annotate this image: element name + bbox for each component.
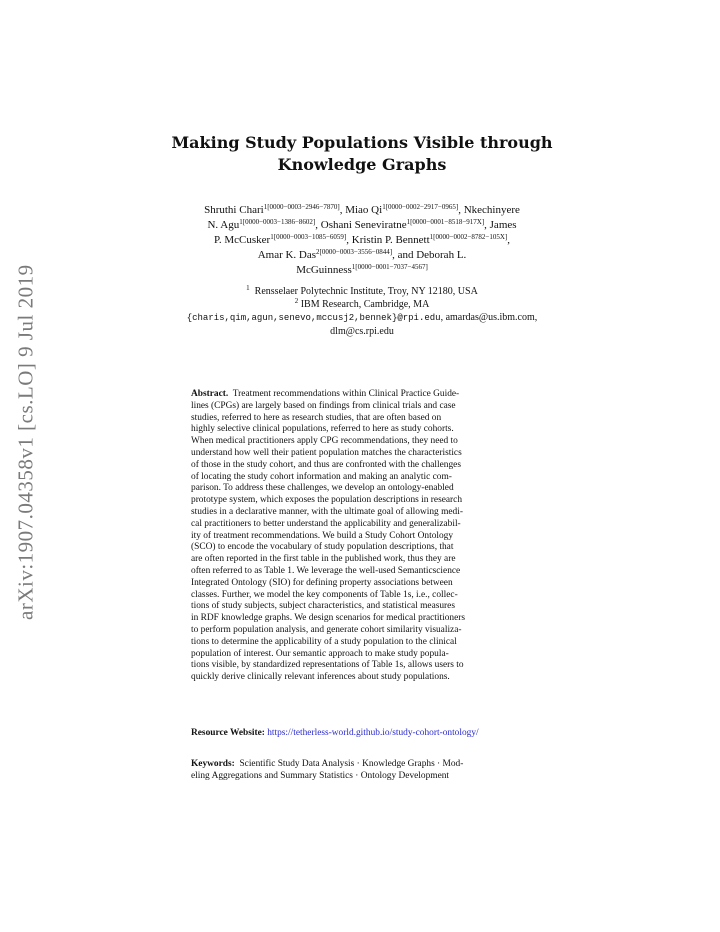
orcid-id: 1[0000−0002−8782−105X] (429, 233, 508, 241)
keywords (191, 758, 536, 782)
abstract-line: in RDF knowledge graphs. We design scenarios for medical practitioners (191, 613, 466, 624)
orcid-id: 1[0000−0003−1386−8602] (239, 218, 316, 226)
author-line-4: Amar K. Das$^{2[0000-0003-3556-0844]}$, and Deborah L. (257, 248, 467, 261)
abstract-line: When medical practitioners apply CPG recommendations, they need to (191, 436, 458, 447)
orcid-id: 1[0000−0002−2917−0965] (382, 203, 459, 211)
author-line-1: Shruthi Chari$^{1[0000-0003-2946-7870]}$, Miao $Qi^{1[0000-0002-2917-0965]}$, Nkechinyere (204, 203, 520, 216)
affiliation-1 (150, 285, 574, 298)
paper-title (150, 132, 574, 176)
institution-name: Rensselaer Polytechnic Institute, Troy, NY 12180, USA (254, 286, 478, 297)
affiliation-2 (150, 298, 574, 311)
author-name: Shruthi Chari (204, 204, 264, 216)
orcid-id: 1[0000−0003−2946−7870] (263, 203, 340, 211)
institution-name: IBM Research, Cambridge, MA (300, 299, 430, 310)
keywords-label: Keywords: (191, 759, 235, 769)
abstract-line: studies, referred to here as research studies, that are often based on (191, 412, 442, 423)
affiliations (150, 285, 574, 338)
title-line-2: Knowledge Graphs (277, 155, 447, 174)
author-name: and Deborah L. (397, 249, 467, 261)
abstract-line: studies in a declarative manner, with the ultimate goal of allowing medi- (191, 506, 463, 517)
email-addresses-rest: , amardas@us.ibm.com, (440, 312, 538, 323)
email-line-1 (150, 311, 574, 325)
orcid-id: 1[0000−0001−7037−4567] (351, 263, 428, 271)
orcid-id: 1[0000−0001−8518−917X] (406, 218, 485, 226)
abstract-line: parison. To address these challenges, we develop an ontology-enabled (191, 483, 454, 494)
abstract-line: tions to determine the applicability of a study population to the clinical (191, 636, 457, 647)
abstract-line: quickly derive clinically relevant inferences about study populations. (191, 672, 450, 683)
abstract-line: population of interest. Our semantic approach to make study popula- (191, 648, 449, 659)
author-line-2: N. Agu$^{1[0000-0003-1386-8602]}$, Oshani Seneviratne$^{1[0000-0001-8518-917X]}$, James (207, 218, 517, 231)
affiliation-marker: 1 (246, 284, 250, 292)
author-line-3: P. McCusker$^{1[0000-0003-1085-6059]}$, Kristin P. Bennett$^{1[0000-0002-8782-105X]}$, (214, 233, 510, 246)
abstract-line: (SCO) to encode the vocabulary of study population descriptions, that (191, 542, 454, 553)
abstract-line: lines (CPGs) are largely based on findings from clinical trials and case (191, 400, 456, 411)
keywords-text: Scientific Study Data Analysis · Knowledge Graphs · Mod- (239, 759, 464, 769)
author-name: Kristin P. Bennett (351, 234, 430, 246)
abstract (191, 389, 531, 684)
abstract-line: prototype system, which exposes the population descriptions in research (191, 495, 463, 506)
abstract-line: to perform population analysis, and generate cohort similarity visualiza- (191, 624, 462, 635)
abstract-line: ity of treatment recommendations. We build a Study Cohort Ontology (191, 530, 454, 541)
resource-website (191, 727, 591, 739)
abstract-line (191, 389, 531, 401)
keywords-line-2: eling Aggregations and Summary Statistics · Ontology Development (191, 771, 450, 781)
abstract-line: of those in the study cohort, and thus are confronted with the challenges (191, 459, 461, 470)
author-name: Miao Qi (345, 204, 383, 216)
keywords-line-1 (191, 758, 536, 770)
author-name: Oshani Seneviratne (320, 219, 407, 231)
abstract-label: Abstract. (191, 389, 229, 399)
abstract-line: understand how well their patient population matches the characteristics (191, 447, 462, 458)
abstract-line: cal practitioners to better understand the applicability and generalizabil- (191, 518, 461, 529)
abstract-line: tions of study subjects, subject characteristics, and statistical measures (191, 601, 455, 612)
author-name: Amar K. Das (257, 249, 317, 261)
abstract-line: Integrated Ontology (SIO) for defining property associations between (191, 577, 453, 588)
orcid-id: 2[0000−0003−3556−0844] (316, 248, 393, 256)
email-line-2: dlm@cs.rpi.edu (330, 326, 394, 337)
author-list (150, 203, 574, 278)
resource-label: Resource Website: (191, 728, 265, 738)
author-name: James (489, 219, 517, 231)
abstract-line: often referred to as Table 1. We leverage the well-used Semanticscience (191, 565, 461, 576)
abstract-text: Treatment recommendations within Clinical Practice Guide- (232, 389, 460, 399)
title-line-1: Making Study Populations Visible through (171, 133, 553, 152)
author-name: McGuinness (296, 264, 352, 276)
abstract-line: classes. Further, we model the key components of Table 1s, i.e., collec- (191, 589, 458, 600)
email-addresses: {charis,qim,agun,senevo,mccusj2,bennek}@rpi.edu (186, 313, 441, 323)
abstract-line: highly selective clinical populations, referred to here as study cohorts. (191, 424, 454, 435)
orcid-id: 1[0000−0003−1085−6059] (270, 233, 347, 241)
abstract-line: of locating the study cohort information and making an analytic com- (191, 471, 452, 482)
author-name: N. Agu (207, 219, 240, 231)
author-name: Nkechinyere (463, 204, 520, 216)
affiliation-marker: 2 (294, 297, 299, 305)
abstract-line: tions visible, by standardized representations of Table 1s, allows users to (191, 660, 464, 671)
arxiv-stamp: arXiv:1907.04358v1 [cs.LO] 9 Jul 2019 (13, 264, 38, 620)
abstract-line: are often reported in the first table in the published work, thus they are (191, 554, 456, 565)
author-line-5 (150, 263, 574, 278)
resource-link[interactable]: https://tetherless-world.github.io/study-cohort-ontology/ (267, 728, 479, 738)
author-name: P. McCusker (214, 234, 271, 246)
